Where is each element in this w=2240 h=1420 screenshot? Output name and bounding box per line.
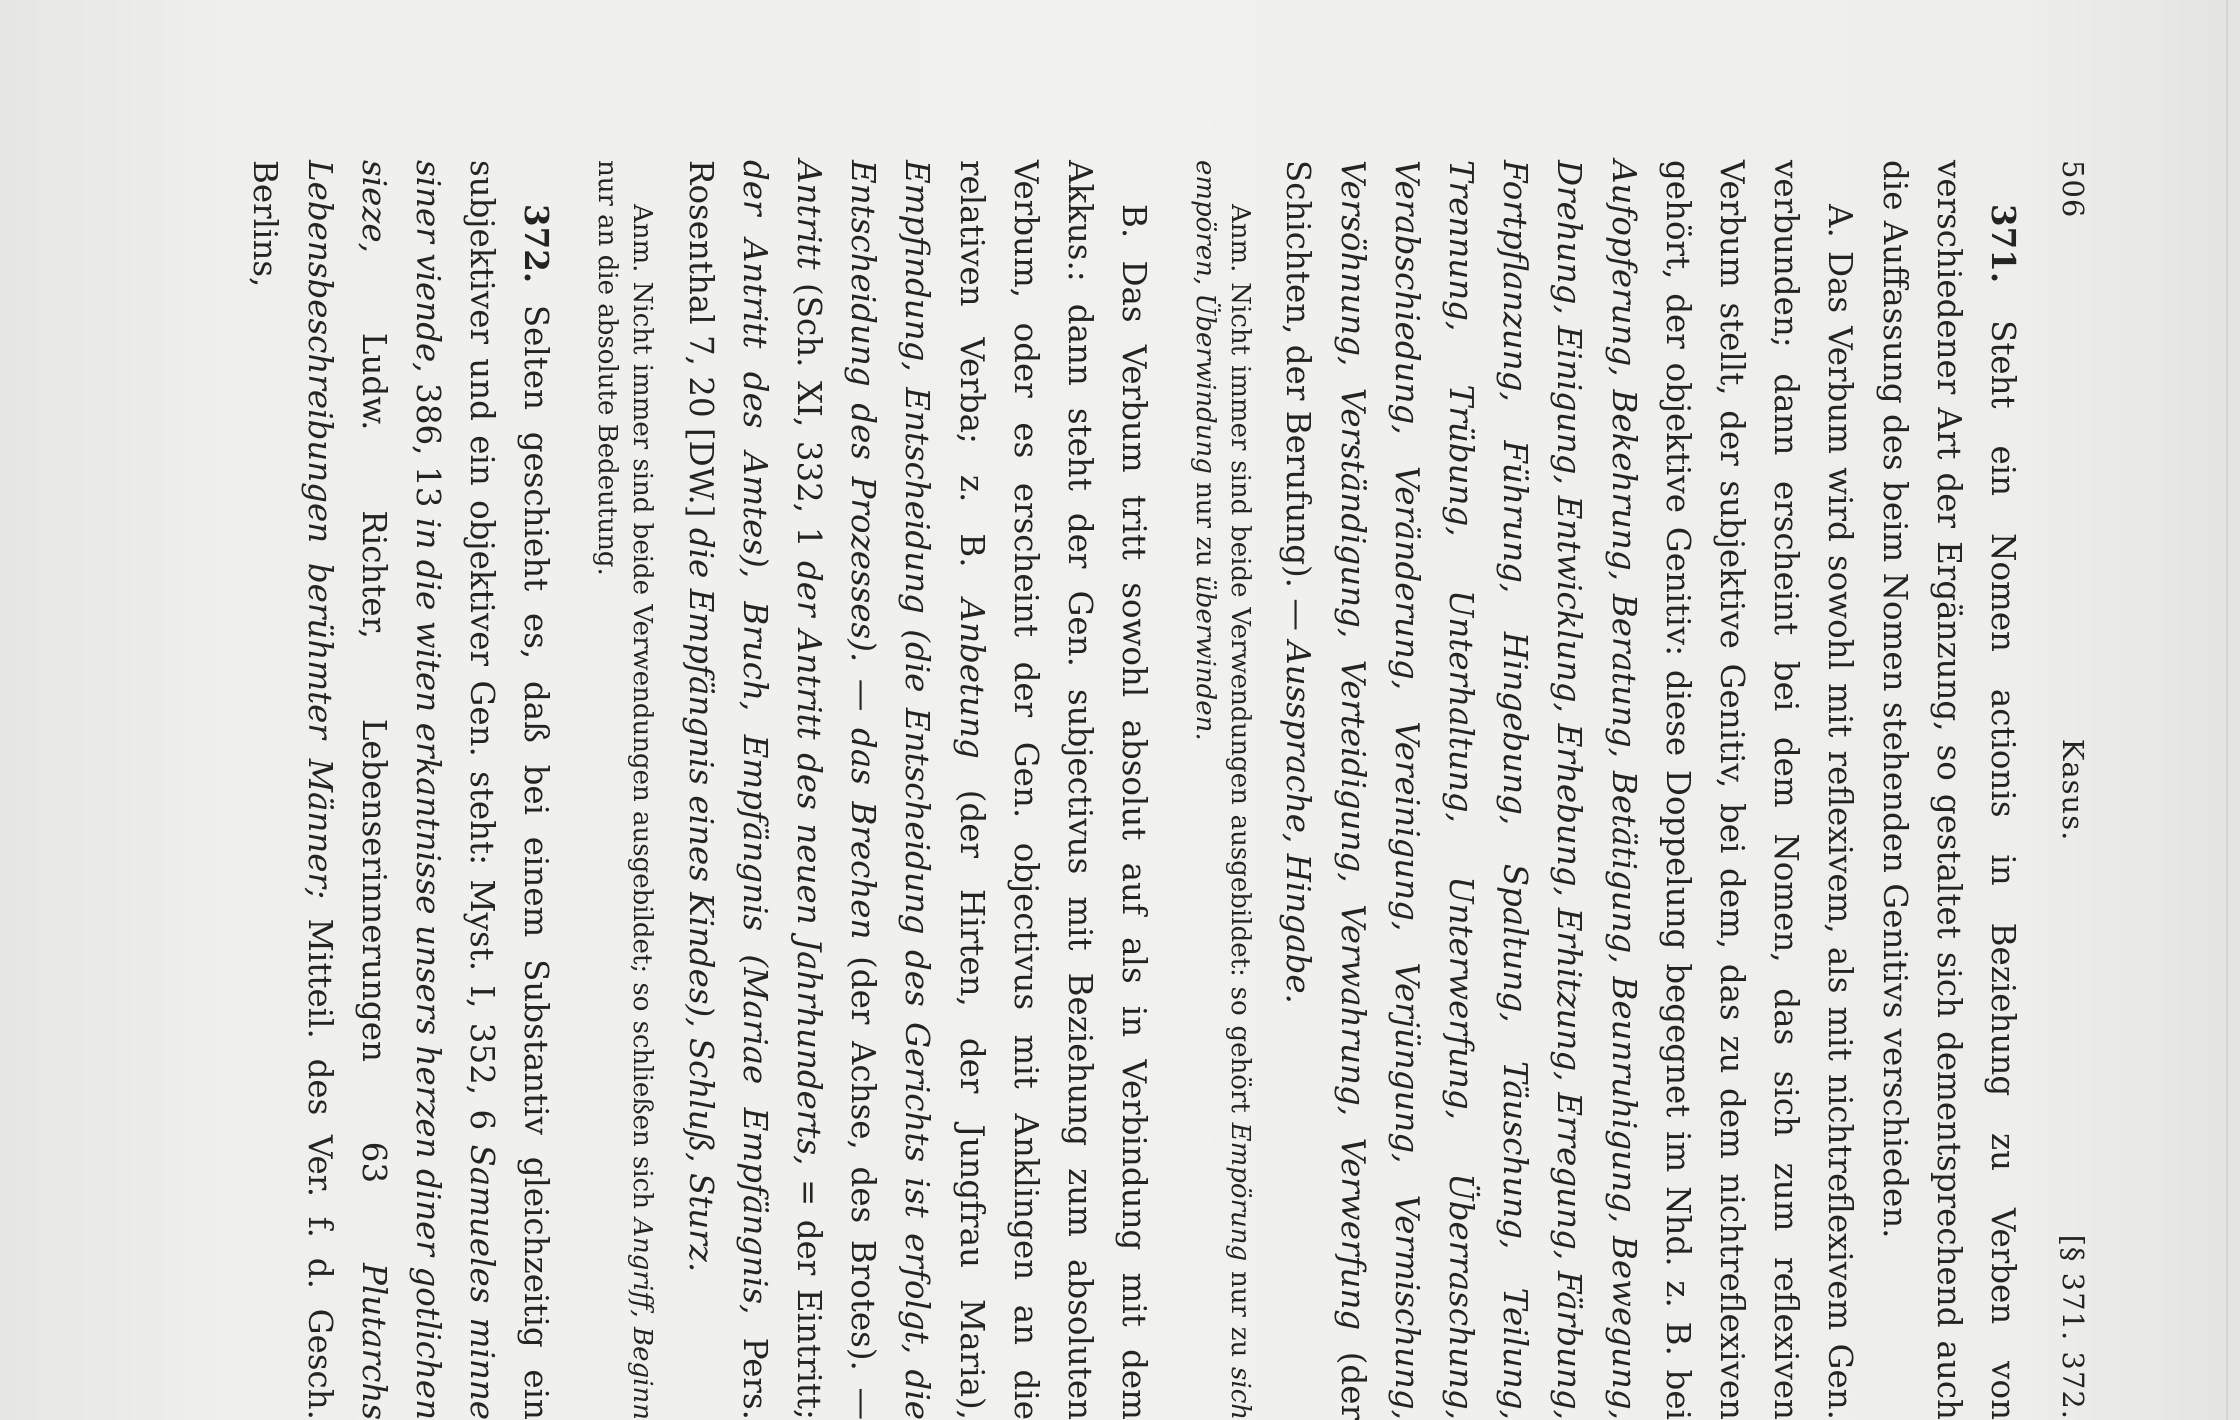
paragraph-b-text: (der Hirten, der Jungfrau Maria),	[952, 758, 991, 1420]
paragraph-372-text: 386, 13	[408, 372, 447, 518]
section-number-372: 372.	[517, 204, 557, 284]
paragraph-372-example: Plutarchs Lebensbeschreibungen berühmter Männer;	[300, 160, 393, 1420]
note-1-example: Empörung	[1225, 1122, 1256, 1262]
paragraph-a-tail: (der Schichten, der Berufung). —	[1279, 160, 1372, 1420]
paragraph-a	[1271, 160, 1867, 1420]
paragraph-372-text: Mitteil. des Ver. f. d. Gesch. Berlins,	[246, 160, 339, 1420]
paragraph-371	[1867, 160, 2030, 1420]
note-1-text: nur zu	[1190, 473, 1221, 576]
page-header	[2030, 160, 2100, 1420]
paragraph-b-example: der Antritt des neuen Jahrhunderts,	[789, 560, 828, 1166]
paragraph-b-example: die Empfängnis eines Kindes), Schluß, Sturz.	[681, 527, 720, 1273]
section-reference: [§ 371. 372.	[2056, 1234, 2090, 1420]
paragraph-b-example: Antritt	[789, 160, 828, 270]
paragraph-372-text: Selten geschieht es, daß bei einem Substantiv gleichzeitig ein subjektiver und ein objektiver Gen. steht: Myst. I, 352, 6	[463, 160, 556, 1420]
note-1-text: nur zu	[1225, 1261, 1256, 1368]
page-number: 506	[2056, 160, 2090, 219]
paragraph-b-example: Empfindung, Entscheidung (die Entscheidung des Gerichts ist erfolgt, die Entscheidung des Prozesses). — das Brechen	[844, 160, 937, 1420]
paragraph-b-text: (Sch. XI, 332, 1	[789, 269, 828, 561]
note-1	[1187, 160, 1257, 1420]
note-2-example: Angriff, Beginn	[627, 1218, 658, 1420]
paragraph-a-examples: Aufopferung, Bekehrung, Beratung, Betätigung, Beunruhigung, Bewegung, Drehung, Einigung, Entwicklung, Erhebung, Erhitzung, Erregung, Färbung, Fortpflanzung, Führung, Hingebung, Spaltung, Täuschung, Teilung, Trennung, Trübung, Unterhaltung, Unterwerfung, Überraschung, Verabschiedung, Veränderung, Vereinigung, Verjüngung, Vermischung, Versöhnung, Verständigung, Verteidigung, Verwahrung, Verwerfung	[1333, 160, 1643, 1420]
rotated-book-page	[170, 160, 2100, 1420]
paragraph-372-example: in die witen erkantnisse unsers herzen diner gotlichen sieze,	[354, 160, 447, 1420]
paragraph-b-text: = der Eintritt;	[789, 1165, 828, 1420]
note-1-example: überwinden.	[1190, 575, 1221, 741]
paragraph-a-text: A. Das Verbum wird sowohl mit reflexivem, als mit nichtreflexivem Gen. verbunden; dann erscheint bei dem Nomen, das sich zum reflexiven Verbum stellt, der subjektive Genitiv, bei dem, das zu dem nichtreflexiven gehört, der objektive Genitiv: diese Doppelung begegnet im Nhd. z. B. bei	[1658, 160, 1860, 1420]
paragraph-a-tail-examples: Aussprache, Hingabe.	[1279, 641, 1318, 1004]
note-1-example: sich empören, Überwindung	[1190, 160, 1256, 1420]
paragraph-372	[238, 160, 563, 1420]
page-edge-shadow	[2226, 0, 2228, 1420]
paragraph-b-example: Anbetung	[952, 598, 991, 759]
running-title: Kasus.	[2056, 738, 2090, 842]
section-number-371: 371.	[1984, 204, 2023, 284]
paragraph-372-text: Ludw. Richter, Lebenserinnerungen 63	[354, 253, 393, 1264]
note-2	[589, 160, 659, 1420]
note-1-text: Anm. Nicht immer sind beide Verwendungen ausgebildet: so gehört	[1225, 204, 1256, 1123]
paragraph-372-example: Samueles minne siner viende,	[408, 160, 502, 1420]
note-2-text: nur an die absolute Bedeutung.	[592, 160, 623, 576]
paragraph-b-text: B. Das Verbum tritt sowohl absolut auf als in Verbindung mit dem Akkus.: dann steht der Gen. subjectivus mit Beziehung zum absoluten Verbum, oder es erscheint der Gen. objectivus mit Anklingen an die relativen Verba; z. B.	[952, 160, 1154, 1420]
paragraph-b	[673, 160, 1161, 1420]
paragraph-b-text: (der Achse, des Brotes). —	[844, 939, 883, 1420]
paragraph-b-text: Pers. Rosenthal 7, 20 [DW.]	[681, 160, 774, 1420]
paragraph-b-example: der Antritt des Amtes), Bruch, Empfängnis (Mariae Empfängnis,	[735, 160, 774, 1315]
note-2-text: Anm. Nicht immer sind beide Verwendungen ausgebildet; so schließen sich	[627, 204, 658, 1219]
paragraph-371-text: Steht ein Nomen actionis in Beziehung zu Verben von verschiedener Art der Ergänzung, so gestaltet sich dementsprechend auch die Auffassung des beim Nomen stehenden Genitivs verschieden.	[1875, 160, 2022, 1420]
